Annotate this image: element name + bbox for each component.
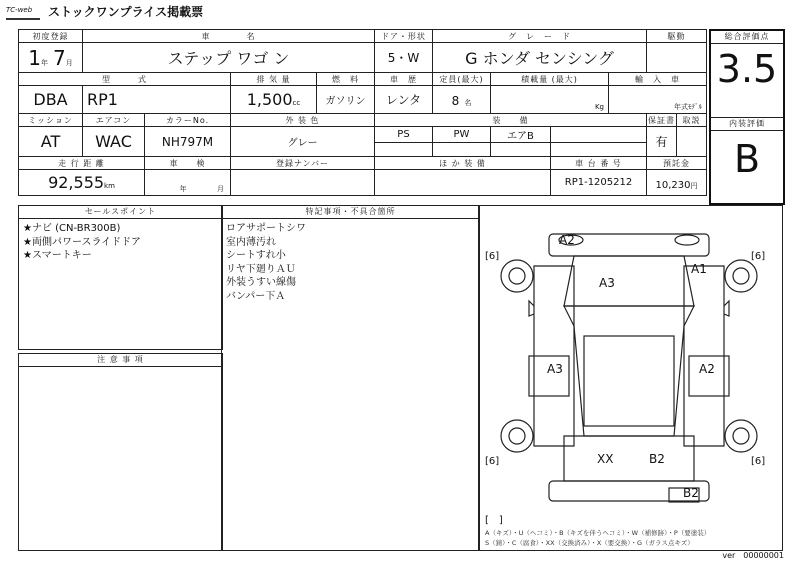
exterior-value: グレー [231, 127, 375, 157]
manual-value [677, 127, 707, 157]
fuel-value: ガソリン [317, 86, 375, 114]
cautions-panel [18, 353, 223, 551]
drive-value [647, 43, 707, 73]
mileage-label: 走 行 距 離 [19, 157, 145, 170]
spare-tire-label: [ ] [485, 515, 503, 526]
damage-mark-xx-rear: XX [597, 452, 614, 466]
car-name-label: 車 名 [83, 30, 375, 43]
car-diagram-panel [478, 205, 783, 551]
equipment-4 [551, 127, 647, 143]
grade-label: グ レ ー ド [433, 30, 647, 43]
tire-label-front-right: [6] [751, 251, 766, 262]
document-title: ストックワンプライス掲載票 [48, 5, 204, 19]
sales-point-item: ★ナビ (CN-BR300B) [23, 223, 121, 234]
tcweb-logo: TC-web [6, 4, 40, 20]
exterior-label: 外 装 色 [231, 114, 375, 127]
model-prefix: DBA [19, 86, 83, 114]
damage-mark-a3-left: A3 [547, 362, 563, 376]
aircon-label: エアコン [83, 114, 145, 127]
capacity-value: 8 名 [433, 86, 491, 114]
capacity-label: 定員(最大) [433, 73, 491, 86]
import-label: 輸 入 車 [609, 73, 707, 86]
interior-score-value: B [733, 137, 761, 181]
interior-score-label: 内装評価 [711, 117, 783, 131]
mission-label: ミッション [19, 114, 83, 127]
overall-score-value: 3.5 [716, 47, 778, 91]
notes-title: 特記事項・不具合箇所 [222, 206, 479, 219]
displacement-value: 1,500cc [231, 86, 317, 114]
color-no-label: カラーNo. [145, 114, 231, 127]
model-value: RP1 [83, 86, 231, 114]
chassis-label: 車 台 番 号 [551, 157, 647, 170]
equipment-3: エアB [491, 127, 551, 143]
aircon-value: WAC [83, 127, 145, 157]
note-item: バンパー下Ａ [226, 290, 286, 302]
sales-points-title: セールスポイント [19, 206, 222, 219]
damage-mark-a3-hood: A3 [599, 276, 615, 290]
tire-label-front-left: [6] [485, 251, 500, 262]
note-item: 室内薄汚れ [226, 236, 276, 248]
drive-label: 駆動 [647, 30, 707, 43]
car-outline-diagram [479, 206, 782, 550]
version-label: ver 00000001 [722, 551, 784, 560]
grade-value: G ホンダ センシング [433, 43, 647, 73]
damage-mark-b2-bumper: B2 [683, 486, 699, 500]
mileage-value: 92,555km [19, 170, 145, 196]
equipment-1: PS [375, 127, 433, 143]
load-label: 積載量 (最大) [491, 73, 609, 86]
history-label: 車 歴 [375, 73, 433, 86]
damage-mark-b2-rear: B2 [649, 452, 665, 466]
door-value: 5・W [375, 43, 433, 73]
sales-point-item: ★スマートキー [23, 250, 92, 261]
equipment-row2-4 [551, 143, 647, 157]
cautions-title: 注 意 事 項 [19, 354, 222, 367]
score-box [709, 29, 785, 205]
equipment-row2-3 [491, 143, 551, 157]
model-label: 型 式 [19, 73, 231, 86]
inspection-label: 車 検 [145, 157, 231, 170]
equipment-row2-2 [433, 143, 491, 157]
deposit-label: 預託金 [647, 157, 707, 170]
note-item: シートすれ小 [226, 250, 286, 261]
deposit-value: 10,230円 [647, 170, 707, 196]
equipment-label: 装 備 [375, 114, 647, 127]
equipment-row2-1 [375, 143, 433, 157]
import-value: 年式ﾓﾃﾞﾙ [609, 86, 707, 114]
inspection-value: 年 月 [145, 170, 231, 196]
chassis-value: RP1-1205212 [551, 170, 647, 196]
sales-points-panel [18, 205, 223, 350]
first-reg-label: 初度登録 [19, 30, 83, 43]
plate-value [231, 170, 375, 196]
manual-label: 取説 [677, 114, 707, 127]
damage-mark-a1-right-front: A1 [691, 262, 707, 276]
displacement-label: 排 気 量 [231, 73, 317, 86]
note-item: リヤ下廻りＡＵ [226, 263, 296, 275]
tire-label-rear-right: [6] [751, 456, 766, 467]
door-label: ドア・形状 [375, 30, 433, 43]
mission-value: AT [19, 127, 83, 157]
car-name-value: ステップ ワゴ ン [83, 43, 375, 73]
overall-score-label: 総合評価点 [711, 31, 783, 44]
load-value: Kg [491, 86, 609, 114]
sales-point-item: ★両側パワースライドドア [23, 236, 141, 248]
warranty-value: 有 [647, 127, 677, 157]
fuel-label: 燃 料 [317, 73, 375, 86]
first-reg-value: 1年 7月 [19, 43, 83, 73]
damage-mark-a2-right: A2 [699, 362, 715, 376]
note-item: 外装うすい線傷 [226, 277, 296, 288]
plate-label: 登録ナンバー [231, 157, 375, 170]
color-no-value: NH797M [145, 127, 231, 157]
history-value: レンタ [375, 86, 433, 114]
other-equipment-value [375, 170, 551, 196]
notes-panel [221, 205, 480, 551]
damage-mark-a2-front: A2 [559, 233, 575, 247]
tire-label-rear-left: [6] [485, 456, 500, 467]
other-equipment-label: ほ か 装 備 [375, 157, 551, 170]
note-item: ロアサポートシワ [226, 223, 306, 234]
vehicle-spec-table [18, 29, 707, 196]
warranty-label: 保証書 [648, 115, 675, 125]
equipment-2: PW [433, 127, 491, 143]
damage-legend: A（キズ）・U（ヘコミ）・B（キズを伴うヘコミ）・W（補修跡）・P（要塗装） S（錆）・C（腐食）・XX（交換済み）・X（要交換）・G（ガラス点キズ） [485, 529, 711, 547]
